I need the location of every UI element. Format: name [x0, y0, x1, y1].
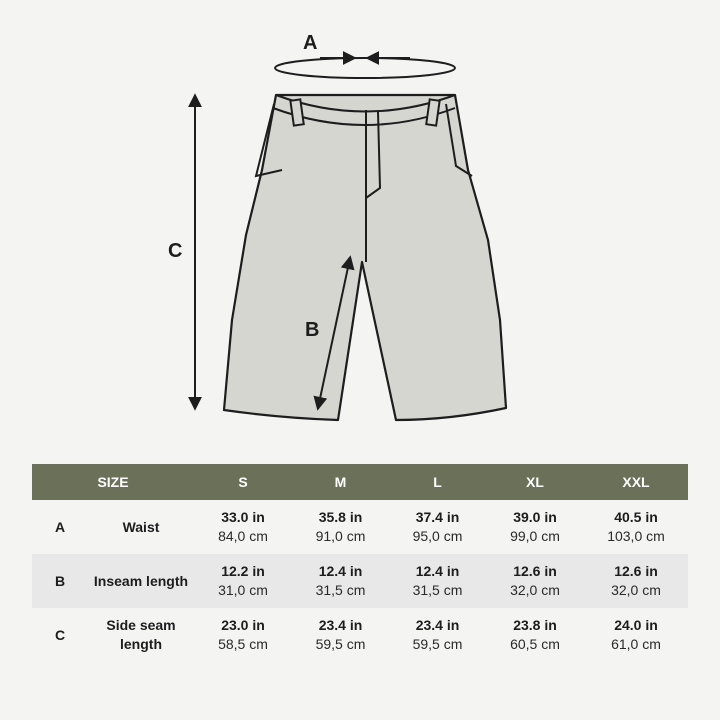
header-l: L [389, 464, 486, 500]
label-c: C [168, 240, 183, 262]
size-cell [584, 554, 688, 608]
value-in: 39.0 in [513, 509, 557, 525]
size-cell [389, 500, 486, 554]
size-cell [389, 608, 486, 662]
size-cell [194, 500, 292, 554]
table-row [32, 608, 688, 662]
value-cm: 58,5 cm [218, 636, 268, 652]
shorts-illustration [224, 95, 506, 420]
size-cell [486, 554, 584, 608]
row-measure: Side seam length [88, 608, 194, 662]
value-cm: 60,5 cm [510, 636, 560, 652]
size-cell [584, 608, 688, 662]
row-letter: A [32, 500, 88, 554]
value-in: 12.4 in [415, 563, 460, 579]
row-letter: B [32, 554, 88, 608]
size-cell [584, 500, 688, 554]
table-row [32, 554, 688, 608]
value-cm: 95,0 cm [412, 528, 463, 544]
table-row [32, 500, 688, 554]
size-cell [486, 608, 584, 662]
size-cell [194, 554, 292, 608]
value-cm: 84,0 cm [218, 528, 268, 544]
size-cell [389, 554, 486, 608]
value-cm: 59,5 cm [315, 636, 366, 652]
value-cm: 31,0 cm [218, 582, 268, 598]
waist-ellipse [275, 58, 455, 78]
belt-loop-right [426, 99, 439, 125]
size-chart-table [32, 464, 688, 662]
belt-loop-left [290, 99, 303, 125]
value-cm: 31,5 cm [412, 582, 463, 598]
dimension-a [275, 32, 455, 78]
value-cm: 99,0 cm [510, 528, 560, 544]
value-in: 23.0 in [221, 617, 265, 633]
value-in: 12.6 in [614, 563, 658, 579]
value-cm: 59,5 cm [412, 636, 463, 652]
dimension-c [168, 96, 195, 408]
size-cell [194, 608, 292, 662]
value-in: 23.4 in [415, 617, 460, 633]
header-xxl: XXL [584, 464, 688, 500]
size-cell [292, 500, 389, 554]
header-m: M [292, 464, 389, 500]
value-cm: 103,0 cm [607, 528, 665, 544]
value-in: 33.0 in [221, 509, 265, 525]
value-cm: 91,0 cm [315, 528, 366, 544]
value-in: 12.4 in [318, 563, 363, 579]
value-in: 40.5 in [614, 509, 658, 525]
value-cm: 61,0 cm [611, 636, 661, 652]
value-cm: 32,0 cm [611, 582, 661, 598]
row-letter: C [32, 608, 88, 662]
row-measure: Inseam length [88, 554, 194, 608]
value-in: 37.4 in [415, 509, 460, 525]
table-header-row [32, 464, 688, 500]
header-size: SIZE [32, 464, 194, 500]
size-cell [486, 500, 584, 554]
header-s: S [194, 464, 292, 500]
value-in: 35.8 in [318, 509, 363, 525]
value-in: 24.0 in [614, 617, 658, 633]
value-in: 23.4 in [318, 617, 363, 633]
value-cm: 31,5 cm [315, 582, 366, 598]
label-b: B [305, 319, 320, 341]
value-in: 12.2 in [221, 563, 265, 579]
value-in: 23.8 in [513, 617, 557, 633]
label-a: A [303, 32, 318, 54]
value-cm: 32,0 cm [510, 582, 560, 598]
row-measure: Waist [88, 500, 194, 554]
header-xl: XL [486, 464, 584, 500]
size-cell [292, 554, 389, 608]
size-cell [292, 608, 389, 662]
value-in: 12.6 in [513, 563, 557, 579]
